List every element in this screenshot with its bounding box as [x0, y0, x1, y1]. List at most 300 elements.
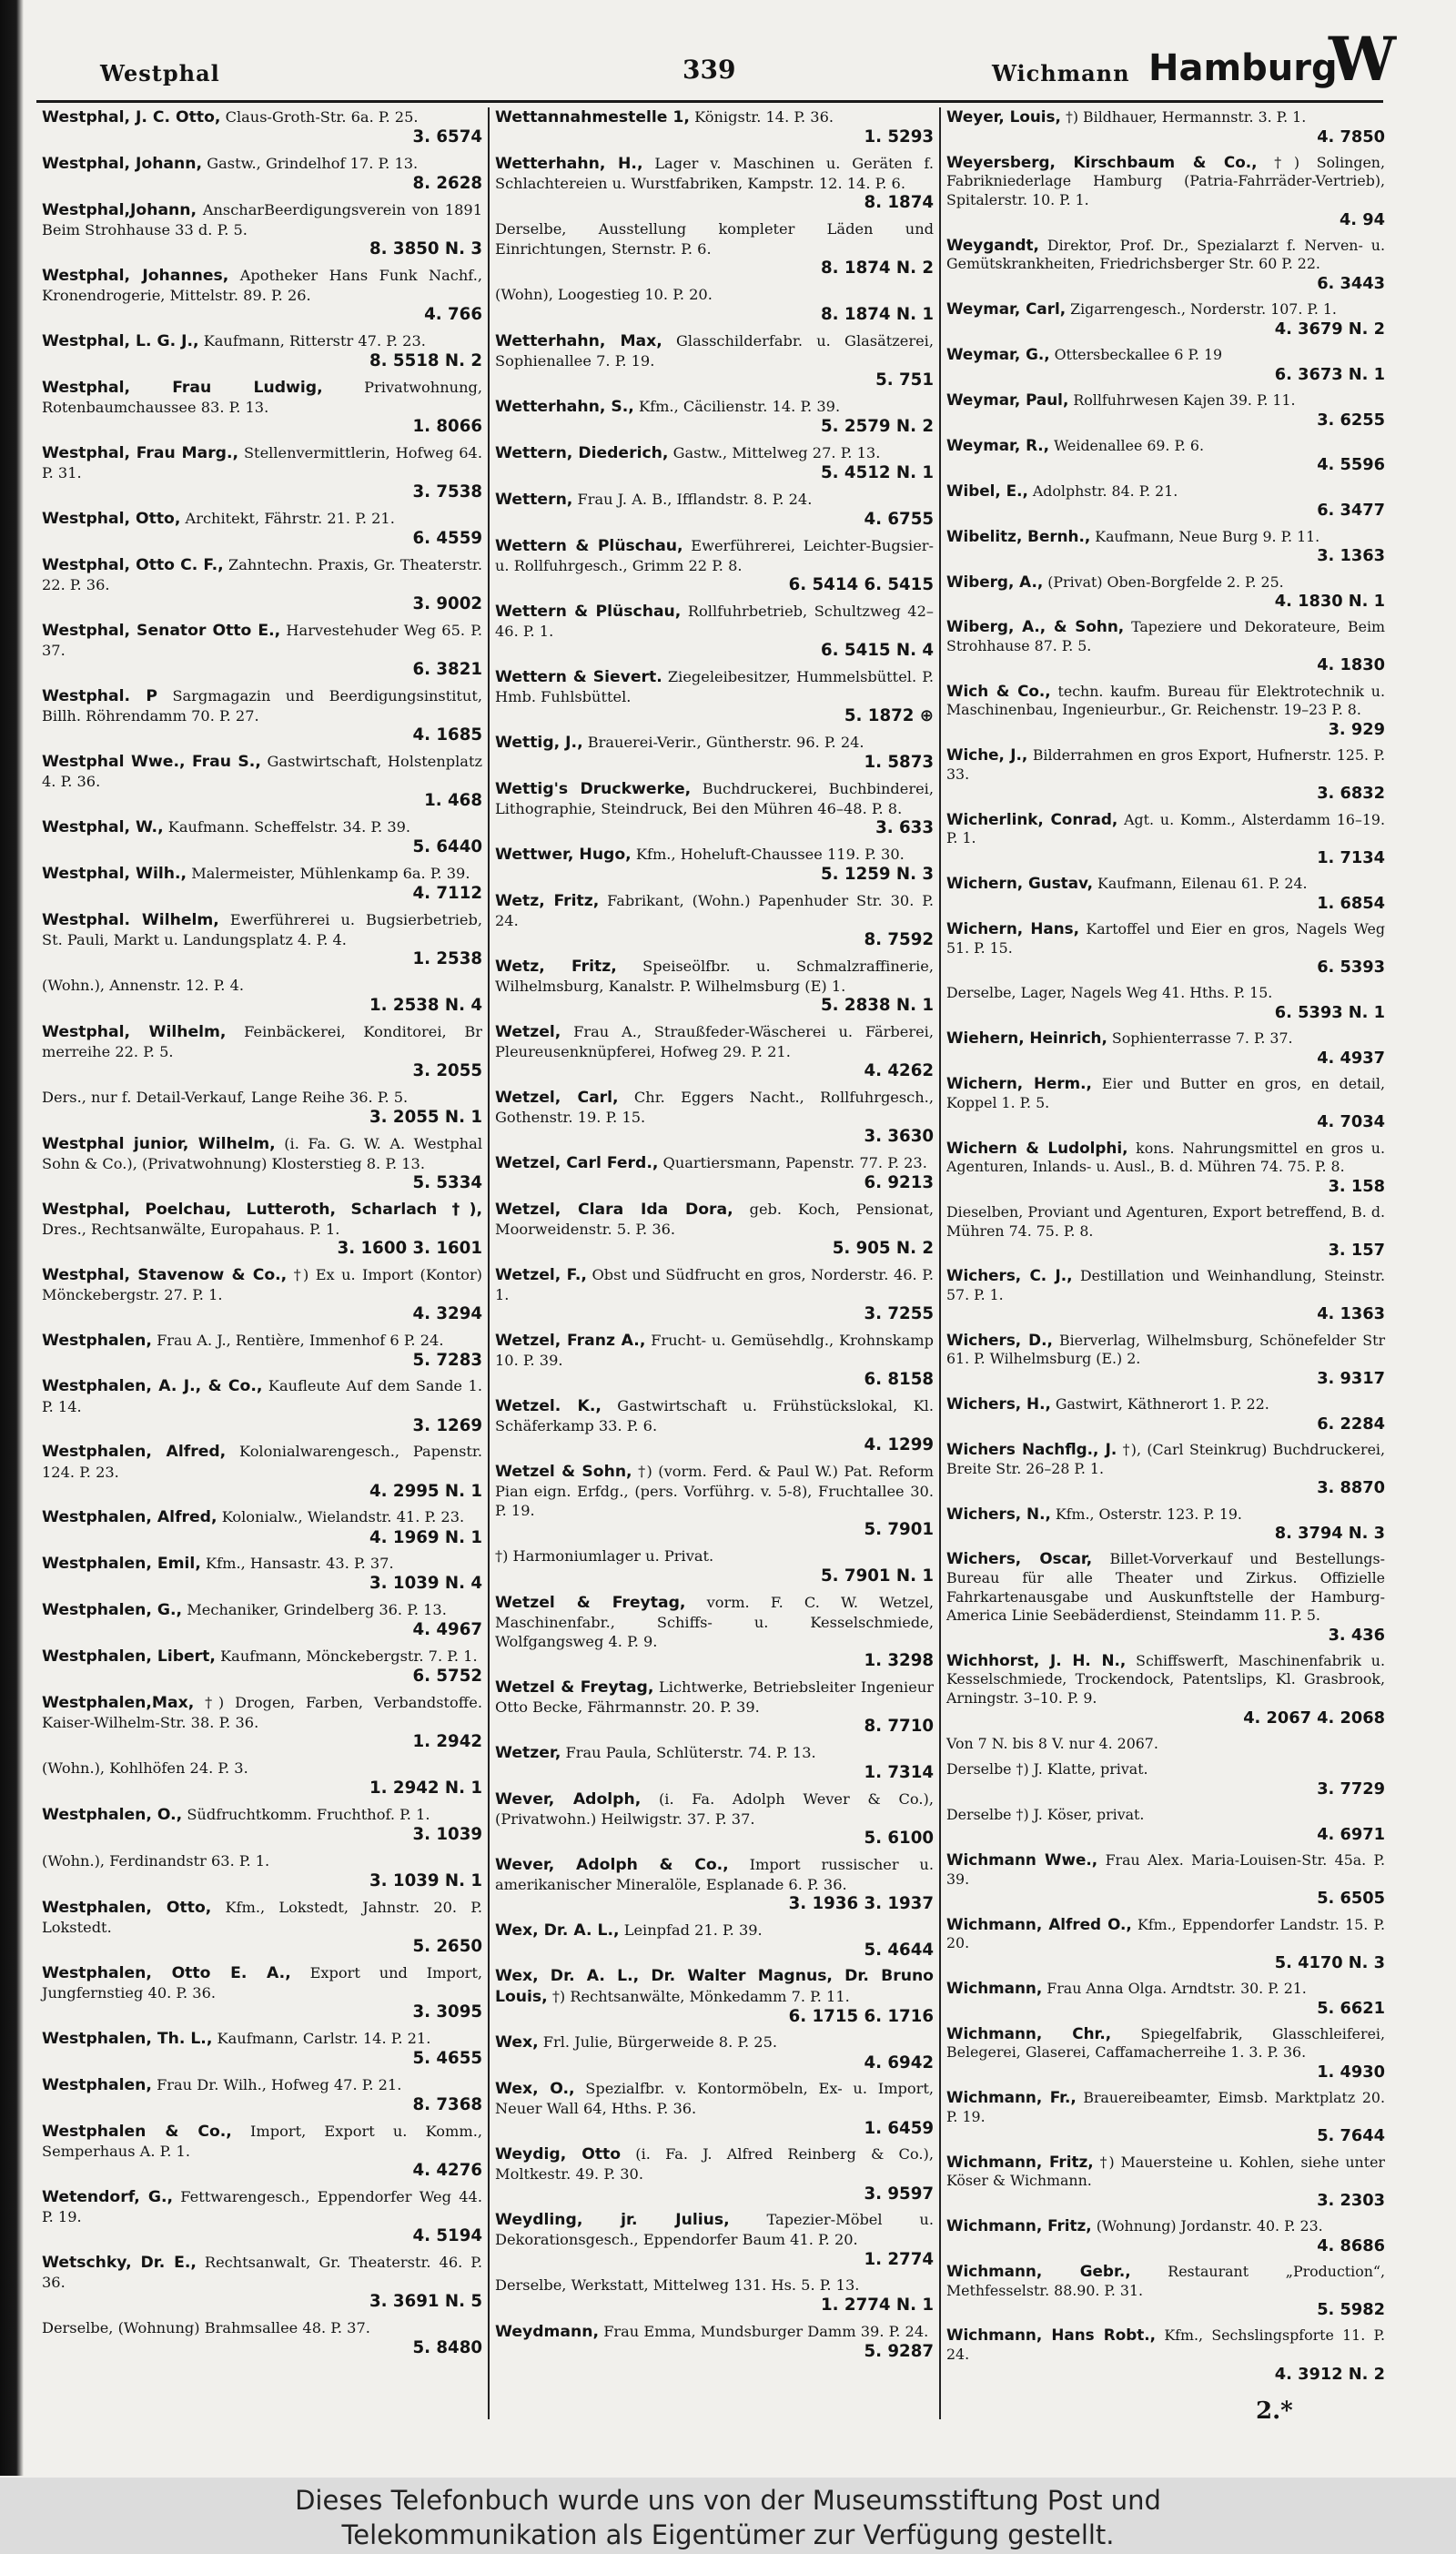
entry-number: 6. 3821 [412, 659, 482, 679]
entry-number: 1. 3298 [864, 1650, 934, 1670]
entry-name: Wettern & Sievert. [495, 667, 662, 686]
entry-name: Wetzel & Freytag, [495, 1593, 686, 1612]
directory-entry [42, 910, 482, 969]
entry-name: Wettig, J., [495, 733, 583, 752]
entry-number: 6. 5415 N. 4 [821, 640, 934, 660]
entry-number: 1. 2538 [412, 948, 482, 968]
entry-number: 5. 2838 N. 1 [821, 995, 934, 1015]
entry-text: Tapezier-Möbel u. Dekorationsgesch., Eppendorfer Baum 41. P. 20. [495, 2211, 934, 2249]
entry-name: Wichern, Gustav, [946, 874, 1093, 893]
page-number: 339 [682, 55, 736, 85]
entry-number: 5. 7644 [1317, 2126, 1385, 2146]
entry-number: 3. 158 [1328, 1176, 1385, 1196]
entry-name: Wiche, J., [946, 745, 1028, 765]
entry-number: 3. 1039 N. 1 [369, 1871, 482, 1891]
entry-number: 4. 1830 N. 1 [1274, 592, 1385, 612]
directory-entry [946, 682, 1385, 739]
entry-text: Buchdruckerei, Buchbinderei, Lithographie, Steindruck, Bei den Mühren 46–48. P. 8. [495, 779, 934, 817]
entry-name: Weyer, Louis, [946, 107, 1061, 126]
entry-number: 3. 1936 3. 1937 [788, 1893, 934, 1913]
directory-entry [42, 1851, 482, 1891]
entry-text: Kfm., Sechslingspforte 11. P. 24. [946, 2326, 1385, 2364]
entry-name: Wetz, Fritz, [495, 891, 600, 910]
directory-entry [495, 443, 934, 483]
entry-name: Wetzel, Clara Ida Dora, [495, 1200, 733, 1219]
directory-entry [42, 555, 482, 614]
directory-entry [946, 1651, 1385, 1728]
directory-entry [946, 436, 1385, 475]
entry-name: Wever, Adolph & Co., [495, 1855, 729, 1874]
entry-number: 1. 2942 [412, 1732, 482, 1752]
entry-name: Westphal, Johannes, [42, 266, 229, 285]
directory-entry [42, 2253, 482, 2312]
entry-text: Stellenvermittlerin, Hofweg 64. P. 31. [42, 443, 482, 481]
entry-text: Fettwarengesch., Eppendorfer Weg 44. P. 19. [42, 2187, 482, 2225]
entry-text: †) Ex u. Import (Kontor) Mönckebergstr. 27. P. 1. [42, 1265, 482, 1303]
entry-name: Wich & Co., [946, 681, 1051, 700]
entry-number: 3. 7255 [864, 1303, 934, 1323]
entry-name: Westphalen, [42, 2075, 152, 2094]
entry-number: 5. 4644 [864, 1940, 934, 1960]
entry-text: Frl. Julie, Bürgerweide 8. P. 25. [542, 2033, 778, 2052]
entry-number: 3. 9597 [864, 2184, 934, 2204]
directory-entry [495, 1677, 934, 1737]
entry-text: Fabrikant, (Wohn.) Papenhuder Str. 30. P. 24. [495, 891, 934, 929]
entry-number: 3. 3630 [864, 1126, 934, 1146]
entry-number: 1. 7134 [1317, 847, 1385, 867]
directory-entry [946, 810, 1385, 867]
directory-entry [946, 2216, 1385, 2255]
entry-name: Wetschky, Dr. E., [42, 2253, 197, 2272]
directory-entry [946, 1505, 1385, 1544]
entry-text: Kfm., Eppendorfer Landstr. 15. P. 20. [946, 1915, 1385, 1952]
directory-entry [42, 1265, 482, 1324]
header-city: Hamburg [1148, 47, 1338, 89]
entry-number: 1. 2774 [864, 2249, 934, 2269]
entry-text: Kfm., Cäcilienstr. 14. P. 39. [638, 397, 841, 415]
entry-number: 8. 1874 [864, 193, 934, 213]
entry-number: 4. 4967 [412, 1620, 482, 1640]
entry-text: Brauereibeamter, Eimsb. Marktplatz 20. P. 19. [946, 2089, 1385, 2125]
entry-text: †) Bildhauer, Hermannstr. 3. P. 1. [1065, 108, 1307, 126]
directory-entry [946, 1734, 1385, 1754]
directory-entry [495, 1546, 934, 1586]
entry-text: Chr. Eggers Nacht., Rollfuhrgesch., Gothenstr. 19. P. 15. [495, 1088, 934, 1126]
entry-name: Wichern, Hans, [946, 918, 1080, 937]
entry-text: Derselbe, Ausstellung kompleter Läden und Einrichtungen, Sternstr. P. 6. [495, 219, 934, 258]
entry-number: 3. 1039 [412, 1825, 482, 1845]
entry-name: Wiberg, A., [946, 572, 1044, 591]
entry-text: Frau Emma, Mundsburger Damm 39. P. 24. [603, 2323, 929, 2341]
entry-name: Wichers, Oscar, [946, 1549, 1093, 1568]
entry-name: Westphal, Johann, [42, 154, 203, 173]
directory-entry [42, 1376, 482, 1435]
entry-text: (Wohn.), Annenstr. 12. P. 4. [42, 976, 245, 994]
entry-name: Westphalen, Otto, [42, 1899, 212, 1917]
entry-name: Wichmann, Hans Robt., [946, 2326, 1157, 2345]
entry-name: Wex, Dr. A. L., [495, 1921, 620, 1940]
directory-entry [946, 983, 1385, 1022]
entry-name: Wichern & Ludolphi, [946, 1138, 1128, 1157]
directory-entry [495, 602, 934, 661]
entry-number: 8. 3794 N. 3 [1274, 1524, 1385, 1544]
entry-text: Export und Import, Jungfernstieg 40. P. 36. [42, 1964, 482, 2002]
entry-text: Rollfuhrwesen Kajen 39. P. 11. [1073, 391, 1296, 410]
entry-text: Kaufmann, Ritterstr 47. P. 23. [203, 331, 426, 350]
entry-text: Restaurant „Production“, Methfesselstr. 88.90. P. 31. [946, 2263, 1385, 2299]
directory-entry [495, 1789, 934, 1849]
entry-text: (i. Fa. G. W. A. Westphal Sohn & Co.), (Privatwohnung) Klosterstieg 8. P. 13. [42, 1134, 483, 1172]
entry-text: (Wohn.), Kohlhöfen 24. P. 3. [42, 1759, 248, 1778]
entry-number: 4. 5194 [412, 2226, 482, 2245]
entry-name: Wichmann, Gebr., [946, 2262, 1131, 2281]
directory-entry [495, 1855, 934, 1914]
entry-name: Wetzel & Sohn, [495, 1462, 632, 1481]
directory-entry [495, 1200, 934, 1259]
entry-number: 8. 1874 N. 2 [821, 258, 934, 279]
entry-text: Import, Export u. Komm., Semperhaus A. P. 1. [42, 2122, 482, 2160]
entry-name: Weygandt, [946, 235, 1039, 254]
entry-name: Wettig's Druckwerke, [495, 779, 692, 798]
entry-name: Westphal, W., [42, 817, 164, 836]
entry-name: Westphal,Johann, [42, 200, 197, 219]
entry-number: 4. 766 [424, 305, 482, 324]
entry-text: Dres., Rechtsanwälte, Europahaus. P. 1. [42, 1220, 340, 1238]
entry-text: Rechtsanwalt, Gr. Theaterstr. 46. P. 36. [42, 2253, 482, 2291]
entry-text: Spezialfbr. v. Kontormöbeln, Ex- u. Import, Neuer Wall 64, Hths. P. 36. [495, 2080, 934, 2118]
entry-name: Westphal, Stavenow & Co., [42, 1265, 288, 1284]
entry-text: (Wohn), Loogestieg 10. P. 20. [495, 285, 713, 303]
entry-number: 3. 1039 N. 4 [369, 1574, 482, 1594]
entry-name: Wichmann, Alfred O., [946, 1914, 1132, 1933]
entry-number: 4. 8686 [1317, 2235, 1385, 2255]
entry-name: Westphalen,Max, [42, 1694, 195, 1713]
entry-name: Wichers, H., [946, 1394, 1051, 1414]
directory-entry [42, 266, 482, 325]
entry-number: 1. 7314 [864, 1762, 934, 1782]
entry-number: 3. 9002 [412, 593, 482, 613]
directory-entry [946, 1805, 1385, 1844]
entry-name: Wever, Adolph, [495, 1789, 642, 1809]
entry-text: (i. Fa. J. Alfred Reinberg & Co.), Moltkestr. 49. P. 30. [495, 2145, 934, 2184]
directory-entry [946, 2024, 1385, 2082]
entry-number: 4. 7850 [1317, 127, 1385, 147]
directory-entry [42, 1022, 482, 1081]
directory-entry [495, 1462, 934, 1540]
entry-text: Kfm., Osterstr. 123. P. 19. [1055, 1505, 1242, 1523]
directory-entry [946, 299, 1385, 339]
entry-text: Ewerführerei u. Bugsierbetrieb, St. Pauli, Markt u. Landungsplatz 4. P. 4. [42, 910, 482, 948]
entry-text: Sophienterrasse 7. P. 37. [1111, 1029, 1293, 1048]
directory-entry [42, 154, 482, 194]
entry-text: Königstr. 14. P. 36. [694, 108, 834, 126]
entry-text: †) Mauersteine u. Kohlen, siehe unter Köser & Wichmann. [946, 2153, 1385, 2190]
entry-name: Wetterhahn, H., [495, 154, 643, 173]
directory-entry [946, 1440, 1385, 1497]
directory-entry [946, 2088, 1385, 2145]
entry-name: Wetz, Fritz, [495, 957, 617, 976]
entry-number: 4. 3679 N. 2 [1274, 319, 1385, 339]
entry-number: 1. 5873 [864, 752, 934, 772]
entry-name: Westphalen, Libert, [42, 1647, 216, 1667]
directory-entry [42, 1088, 482, 1128]
entry-text: Claus-Groth-Str. 6a. P. 25. [225, 108, 419, 126]
entry-number: 6. 5393 N. 1 [1274, 1002, 1385, 1022]
entry-name: Westphal. P [42, 686, 157, 705]
entry-text: Derselbe †) J. Köser, privat. [946, 1806, 1145, 1824]
header-left-keyword: Westphal [100, 60, 220, 86]
entry-name: Wex, Dr. A. L., Dr. Walter Magnus, Dr. Bruno Louis, [495, 1967, 934, 2006]
entry-number: 5. 5982 [1317, 2300, 1385, 2320]
entry-text: Agt. u. Komm., Alsterdamm 16–19. P. 1. [946, 810, 1385, 847]
entry-text: †) Harmoniumlager u. Privat. [495, 1546, 714, 1565]
entry-name: Westphalen & Co., [42, 2122, 232, 2141]
directory-entry [42, 2187, 482, 2246]
directory-entry [495, 107, 934, 147]
directory-entry [42, 976, 482, 1016]
entry-text: Ewerführerei, Leichter-Bugsier- u. Rollfuhrgesch., Grimm 22 P. 8. [495, 536, 934, 574]
entry-text: Dieselben, Proviant und Agenturen, Export betreffend, B. d. Mühren 74. 75. P. 8. [946, 1202, 1385, 1240]
directory-entry [42, 686, 482, 745]
entry-text: Kaufmann, Carlstr. 14. P. 21. [217, 2030, 431, 2047]
entry-text: †) Rechtsanwälte, Mönkedamm 7. P. 11. [551, 1987, 850, 2005]
entry-number: 1. 8066 [412, 416, 482, 436]
entry-text: Malermeister, Mühlenkamp 6a. P. 39. [191, 864, 470, 882]
entry-number: 1. 2774 N. 1 [821, 2296, 934, 2316]
directory-entry [495, 1331, 934, 1390]
entry-number: 3. 2303 [1317, 2190, 1385, 2210]
directory-entry [495, 1396, 934, 1455]
entry-text: Schiffswerft, Maschinenfabrik u. Kesselschmiede, Trockendock, Patentslips, Kl. Grasbrook, Arningstr. 3–10. P. 9. [946, 1651, 1385, 1708]
entry-name: Weymar, R., [946, 435, 1050, 454]
entry-text: Kaufmann, Eilenau 61. P. 24. [1097, 875, 1308, 893]
directory-entry [42, 2075, 482, 2115]
entry-text: Frau Paula, Schlüterstr. 74. P. 13. [565, 1743, 816, 1761]
entry-text: Kolonialwarengesch., Papenstr. 124. P. 23. [42, 1443, 482, 1481]
directory-entry [495, 219, 934, 279]
column-1 [36, 107, 488, 2419]
directory-entry [495, 667, 934, 726]
entry-number: 8. 7368 [412, 2095, 482, 2114]
entry-name: Westphalen, A. J., & Co., [42, 1377, 263, 1396]
entry-number: 1. 4930 [1317, 2062, 1385, 2082]
entry-text: Kaufmann. Scheffelstr. 34. P. 39. [167, 817, 411, 836]
entry-text: Gastw., Mittelweg 27. P. 13. [672, 443, 881, 461]
directory-entry [42, 752, 482, 811]
entry-name: Westphalen, Th. L., [42, 2030, 213, 2048]
entry-name: Wichers Nachflg., J. [946, 1440, 1117, 1459]
entry-text: Zigarrengesch., Norderstr. 107. P. 1. [1070, 300, 1337, 319]
entry-number: 8. 1874 N. 1 [821, 305, 934, 324]
entry-text: Derselbe, (Wohnung) Brahmsallee 48. P. 37. [42, 2318, 370, 2336]
entry-number: 3. 2055 N. 1 [369, 1107, 482, 1127]
entry-text: Brauerei-Verir., Güntherstr. 96. P. 24. [587, 733, 864, 751]
entry-text: †), (Carl Steinkrug) Buchdruckerei, Breite Str. 26–28 P. 1. [946, 1441, 1385, 1477]
entry-text: vorm. F. C. W. Wetzel, Maschinenfabr., Schiffs- u. Kesselschmiede, Wolfgangsweg 4. P. 9. [495, 1593, 934, 1650]
entry-name: Westphalen, Alfred, [42, 1443, 227, 1462]
entry-text: Derselbe, Werkstatt, Mittelweg 131. Hs. 5. P. 13. [495, 2276, 860, 2295]
directory-entry [946, 153, 1385, 229]
entry-name: Wibelitz, Bernh., [946, 526, 1091, 545]
entry-name: Wichmann, [946, 1979, 1043, 1998]
entry-text: Bierverlag, Wilhelmsburg, Schönefelder Str 61. P. Wilhelmsburg (E.) 2. [946, 1331, 1385, 1368]
directory-entry [495, 490, 934, 530]
entry-number: 4. 1299 [864, 1434, 934, 1454]
directory-entry [42, 1647, 482, 1687]
entry-name: Weydling, jr. Julius, [495, 2211, 730, 2230]
entry-text: Spiegelfabrik, Glasschleiferei, Belegerei, Glaserei, Caffamacherreihe 1. 3. P. 36. [946, 2024, 1385, 2062]
directory-entry [495, 957, 934, 1016]
entry-text: Gastwirt, Käthnerort 1. P. 22. [1055, 1395, 1269, 1414]
entry-text: Kartoffel und Eier en gros, Nagels Weg 51. P. 15. [946, 919, 1385, 957]
entry-name: Wichern, Herm., [946, 1074, 1092, 1093]
directory-entry [495, 2322, 934, 2362]
entry-number: 5. 4512 N. 1 [821, 462, 934, 482]
entry-name: Westphalen, Alfred, [42, 1508, 217, 1527]
entry-text: (Wohnung) Jordanstr. 40. P. 23. [1096, 2217, 1323, 2235]
directory-entry [495, 1265, 934, 1324]
entry-number: 5. 1259 N. 3 [821, 864, 934, 884]
entry-name: Wetzel. K., [495, 1396, 602, 1415]
directory-entry [42, 864, 482, 904]
entry-number: 8. 3850 N. 3 [369, 239, 482, 258]
directory-entry [946, 1979, 1385, 2018]
entry-number: 3. 8870 [1317, 1478, 1385, 1498]
entry-text: Destillation und Weinhandlung, Steinstr. 57. P. 1. [946, 1267, 1386, 1303]
entry-name: Wettern & Plüschau, [495, 602, 682, 621]
entry-number: 4. 1969 N. 1 [369, 1527, 482, 1547]
entry-name: Wettwer, Hugo, [495, 845, 632, 864]
entry-text: Südfruchtkomm. Fruchthof. P. 1. [187, 1806, 430, 1824]
entry-text: Lichtwerke, Betriebsleiter Ingenieur Otto Becke, Fährmannstr. 20. P. 39. [495, 1677, 934, 1716]
entry-text: Frau J. A. B., Ifflandstr. 8. P. 24. [577, 490, 813, 508]
header-right-keyword: Wichmann [992, 60, 1130, 86]
entry-number: 5. 7901 N. 1 [821, 1566, 934, 1586]
entry-number: 4. 4276 [412, 2161, 482, 2180]
directory-entry [946, 2153, 1385, 2210]
entry-number: 4. 1685 [412, 725, 482, 745]
entry-text: Glasschilderfabr. u. Glasätzerei, Sophienallee 7. P. 19. [495, 331, 934, 370]
directory-entry [42, 1134, 482, 1193]
entry-text: Import russischer u. amerikanischer Mineralöle, Esplanade 6. P. 36. [495, 1855, 935, 1893]
entry-number: 8. 2628 [412, 174, 482, 193]
entry-number: 6. 9213 [864, 1172, 934, 1192]
directory-entry [946, 1029, 1385, 1068]
directory-entry [495, 2032, 934, 2073]
directory-entry [946, 481, 1385, 521]
entry-name: Westphal, Otto, [42, 509, 181, 528]
entry-number: 6. 5752 [412, 1667, 482, 1687]
entry-name: Wetterhahn, Max, [495, 331, 662, 350]
entry-name: Weymar, Paul, [946, 390, 1069, 410]
entry-text: Bilderrahmen en gros Export, Hufnerstr. 125. P. 33. [946, 746, 1386, 783]
entry-name: Wibel, E., [946, 481, 1028, 500]
directory-entry [42, 2318, 482, 2358]
directory-entry [495, 891, 934, 950]
entry-name: Wiberg, A., & Sohn, [946, 617, 1125, 636]
entry-number: 3. 633 [875, 817, 934, 837]
entry-text: kons. Nahrungsmittel en gros u. Agenturen, Inlands- u. Ausl., B. d. Mühren 74. 75. P. 8. [946, 1139, 1385, 1176]
directory-entry [42, 621, 482, 680]
directory-entry [946, 1394, 1385, 1434]
entry-number: 5. 2579 N. 2 [821, 416, 934, 436]
entry-text: Obst und Südfrucht en gros, Norderstr. 46. P. 1. [495, 1265, 934, 1303]
entry-name: Westphal junior, Wilhelm, [42, 1134, 276, 1153]
entry-text: Adolphstr. 84. P. 21. [1032, 481, 1178, 500]
entry-text: Frau Dr. Wilh., Hofweg 47. P. 21. [157, 2075, 402, 2093]
directory-entry [42, 1507, 482, 1547]
entry-text: Frau Alex. Maria-Louisen-Str. 45a. P. 39. [946, 1851, 1385, 1888]
entry-name: Wichmann, Chr., [946, 2023, 1112, 2042]
entry-text: Frau A. J., Rentière, Immenhof 6 P. 24. [157, 1331, 444, 1349]
entry-text: Gastw., Grindelhof 17. P. 13. [207, 154, 419, 172]
entry-number: 5. 8480 [412, 2337, 482, 2357]
entry-number: 8. 5518 N. 2 [369, 350, 482, 370]
directory-entry [495, 845, 934, 885]
entry-text: Privatwohnung, Rotenbaumchaussee 83. P. 13. [42, 378, 482, 416]
entry-text: Weidenallee 69. P. 6. [1054, 436, 1205, 454]
entry-number: 3. 9317 [1317, 1368, 1385, 1388]
entry-name: Wettern, Diederich, [495, 443, 669, 462]
entry-name: Weymar, G., [946, 345, 1050, 364]
entry-number: 5. 7283 [412, 1350, 482, 1370]
entry-number: 4. 6942 [864, 2052, 934, 2073]
entry-number: 8. 7710 [864, 1716, 934, 1736]
entry-number: 6. 3673 N. 1 [1274, 364, 1385, 384]
entry-name: Westphalen, G., [42, 1601, 183, 1620]
directory-entry [495, 2079, 934, 2138]
directory-entry [495, 2210, 934, 2269]
directory-entry [495, 1153, 934, 1193]
entry-number: 3. 6255 [1317, 410, 1385, 430]
entry-text: Ziegeleibesitzer, Hummelsbüttel. P. Hmb. Fuhlsbüttel. [495, 667, 934, 705]
entry-text: Billet-Vorverkauf und Bestellungs-Bureau für alle Theater und Zirkus. Offizielle Fahrkartenausgabe und Auskunftstelle der Hamburg-America Linie Seebäderdienst, Steindamm 11. P. 5. [946, 1550, 1385, 1625]
column-2 [488, 107, 939, 2419]
entry-name: Wettern, [495, 490, 573, 509]
entry-name: Wetzel, Carl, [495, 1088, 619, 1107]
directory-entry [42, 2029, 482, 2069]
entry-number: 4. 3294 [412, 1303, 482, 1323]
directory-entry [42, 1600, 482, 1640]
entry-name: Westphalen, Emil, [42, 1555, 201, 1574]
entry-number: 4. 7112 [412, 883, 482, 903]
entry-text: Mechaniker, Grindelberg 36. P. 13. [187, 1601, 447, 1619]
entry-number: 6. 3443 [1317, 273, 1385, 293]
entry-name: Wetzel, F., [495, 1265, 587, 1284]
entry-text: Frau A., Straußfeder-Wäscherei u. Färberei, Pleureusenknüpferei, Hofweg 29. P. 21. [495, 1022, 934, 1060]
entry-name: Wichers, C. J., [946, 1266, 1073, 1285]
directory-entry [495, 1088, 934, 1147]
entry-name: Westphalen, [42, 1331, 152, 1350]
entry-number: 5. 6100 [864, 1828, 934, 1848]
directory-entry [495, 1966, 934, 2026]
entry-number: 6. 5414 6. 5415 [788, 574, 934, 594]
entry-number: 5. 751 [875, 370, 934, 390]
entry-number: 1. 468 [424, 790, 482, 810]
entry-number: 4. 2995 N. 1 [369, 1481, 482, 1501]
entry-text: Derselbe †) J. Klatte, privat. [946, 1760, 1148, 1779]
entry-text: Von 7 N. bis 8 V. nur 4. 2067. [946, 1734, 1158, 1752]
entry-name: Wex, [495, 2033, 539, 2052]
directory-entry [946, 1850, 1385, 1908]
entry-number: 4. 5596 [1317, 455, 1385, 475]
directory-entry [946, 617, 1385, 674]
entry-text: Harvestehuder Weg 65. P. 37. [42, 621, 482, 659]
entry-number: 3. 7538 [412, 481, 482, 502]
directory-entry [42, 1442, 482, 1501]
directory-entry [42, 1331, 482, 1371]
entry-number: 3. 929 [1328, 719, 1385, 739]
